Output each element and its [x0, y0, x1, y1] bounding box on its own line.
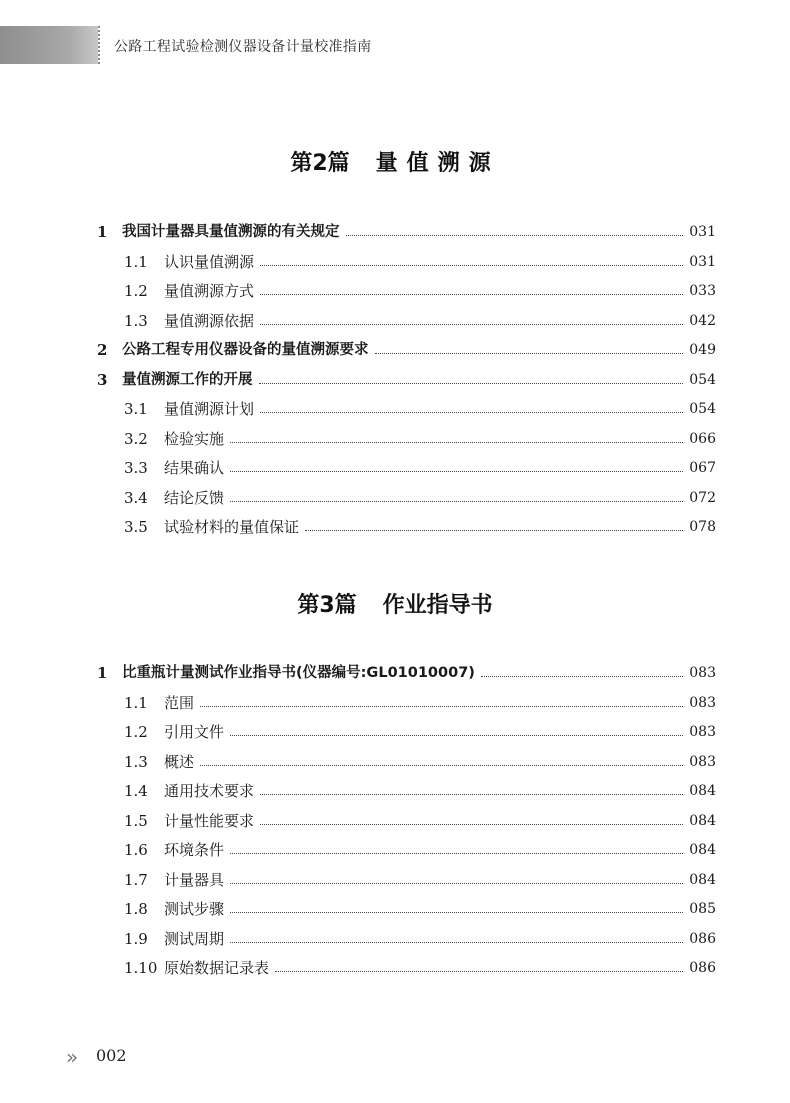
toc-dot-leader: [259, 383, 683, 384]
toc-entry-page: 067: [689, 460, 716, 476]
toc-entry-number: 3.3: [124, 459, 148, 477]
toc-entry-number: 1.9: [124, 929, 148, 948]
toc-entry-number: 1.7: [124, 870, 148, 889]
toc-entry-page: 078: [689, 519, 716, 535]
toc-entry-label: 环境条件: [164, 841, 225, 859]
toc-entry-label: 试验材料的量值保证: [164, 518, 300, 536]
toc-entry[interactable]: [0, 397, 790, 421]
toc-entry-number: 1.3: [124, 311, 148, 330]
toc-entry[interactable]: [0, 220, 790, 244]
toc-dot-leader: [260, 824, 683, 825]
toc-entry-number: 1.10: [124, 959, 158, 977]
toc-entry-page: 084: [689, 871, 716, 888]
toc-entry-label: 结论反馈: [164, 488, 225, 507]
toc-dot-leader: [260, 412, 683, 413]
toc-dot-leader: [275, 971, 683, 972]
part-3-number: 第3篇: [297, 593, 357, 618]
toc-entry[interactable]: [0, 661, 790, 685]
toc-entry-page: 084: [689, 842, 716, 858]
toc-entry-page: 086: [689, 930, 716, 947]
toc-entry-label: 我国计量器具量值溯源的有关规定: [122, 224, 340, 240]
toc-dot-leader: [230, 735, 683, 736]
footer-page-number: 002: [96, 1046, 127, 1065]
running-header-title: 公路工程试验检测仪器设备计量校准指南: [114, 39, 372, 55]
toc-entry-label: 概述: [164, 752, 195, 771]
footer-double-chevron-icon: »: [66, 1045, 73, 1069]
toc-entry-page: 083: [689, 724, 716, 740]
toc-dot-leader: [346, 235, 683, 236]
toc-entry-label: 引用文件: [164, 723, 225, 741]
toc-entry-page: 084: [689, 783, 716, 799]
part-3-title: [0, 588, 790, 619]
toc-dot-leader: [230, 883, 683, 884]
toc-dot-leader: [230, 501, 683, 502]
toc-entry-label: 计量器具: [164, 870, 225, 889]
toc-entry-number: 1.2: [124, 723, 148, 741]
toc-entry[interactable]: [0, 456, 790, 480]
toc-entry-page: 049: [689, 342, 716, 358]
toc-entry[interactable]: [0, 338, 790, 362]
toc-entry-page: 083: [689, 753, 716, 770]
toc-entry-page: 084: [689, 812, 716, 829]
header-dotted-rule: [98, 26, 102, 64]
toc-entry-number: 1.1: [124, 693, 148, 712]
toc-entry[interactable]: [0, 750, 790, 774]
toc-entry[interactable]: [0, 779, 790, 803]
toc-entry-label: 比重瓶计量测试作业指导书(仪器编号:GL01010007): [122, 665, 475, 681]
toc-entry[interactable]: [0, 809, 790, 833]
toc-dot-leader: [375, 353, 683, 354]
toc-entry[interactable]: [0, 515, 790, 539]
toc-entry[interactable]: [0, 956, 790, 980]
toc-dot-leader: [260, 794, 683, 795]
toc-dot-leader: [230, 442, 683, 443]
toc-dot-leader: [230, 471, 683, 472]
toc-entry-number: 1.8: [124, 900, 148, 918]
toc-entry-number: 3.1: [124, 400, 148, 418]
toc-dot-leader: [200, 765, 683, 766]
toc-entry-label: 通用技术要求: [164, 782, 255, 800]
toc-entry-label: 量值溯源工作的开展: [122, 371, 253, 388]
header-band: [0, 26, 98, 64]
toc-entry[interactable]: [0, 279, 790, 303]
toc-dot-leader: [260, 324, 683, 325]
toc-entry[interactable]: [0, 720, 790, 744]
toc-entry-label: 结果确认: [164, 459, 225, 477]
toc-entry-page: 086: [689, 960, 716, 976]
toc-dot-leader: [305, 530, 683, 531]
toc-entry[interactable]: [0, 250, 790, 274]
toc-entry-number: 1.2: [124, 282, 148, 300]
toc-entry-page: 083: [689, 665, 716, 681]
toc-entry[interactable]: [0, 868, 790, 892]
toc-dot-leader: [230, 853, 683, 854]
toc-entry-label: 公路工程专用仪器设备的量值溯源要求: [122, 342, 369, 358]
part-2-name: 量值溯源: [375, 151, 500, 176]
toc-dot-leader: [200, 706, 683, 707]
toc-entry-number: 1: [97, 664, 108, 682]
part-2-number: 第2篇: [290, 151, 350, 176]
toc-entry-number: 1.1: [124, 252, 148, 271]
toc-entry-label: 检验实施: [164, 429, 225, 448]
toc-dot-leader: [481, 676, 683, 677]
toc-entry-number: 1.3: [124, 752, 148, 771]
toc-dot-leader: [260, 265, 683, 266]
toc-entry-page: 054: [689, 371, 716, 388]
toc-entry-label: 原始数据记录表: [164, 959, 270, 977]
toc-entry[interactable]: [0, 368, 790, 392]
toc-entry-label: 测试步骤: [164, 900, 225, 918]
toc-entry-label: 量值溯源依据: [164, 311, 255, 330]
toc-entry-label: 量值溯源计划: [164, 400, 255, 418]
part-3-name: 作业指导书: [382, 593, 493, 618]
toc-entry-page: 054: [689, 401, 716, 417]
toc-entry-label: 计量性能要求: [164, 811, 255, 830]
toc-entry-page: 085: [689, 901, 716, 917]
toc-dot-leader: [230, 912, 683, 913]
toc-entry-page: 066: [689, 430, 716, 447]
toc-entry[interactable]: [0, 309, 790, 333]
toc-entry-number: 1.6: [124, 841, 148, 859]
toc-entry[interactable]: [0, 838, 790, 862]
toc-entry-page: 031: [689, 253, 716, 270]
toc-entry[interactable]: [0, 427, 790, 451]
toc-entry[interactable]: [0, 927, 790, 951]
toc-entry-number: 3.4: [124, 488, 148, 507]
toc-entry-label: 范围: [164, 693, 195, 712]
toc-entry-page: 033: [689, 283, 716, 299]
toc-entry-page: 031: [689, 224, 716, 240]
toc-entry-label: 测试周期: [164, 929, 225, 948]
toc-entry[interactable]: [0, 691, 790, 715]
toc-entry-page: 083: [689, 694, 716, 711]
toc-entry[interactable]: [0, 897, 790, 921]
toc-entry-number: 1: [97, 223, 108, 241]
toc-entry-label: 认识量值溯源: [164, 252, 255, 271]
toc-dot-leader: [260, 294, 683, 295]
toc-entry-number: 1.4: [124, 782, 148, 800]
part-2-title: [0, 146, 790, 177]
toc-entry-page: 072: [689, 489, 716, 506]
toc-entry-number: 3: [97, 370, 108, 389]
toc-entry-number: 3.2: [124, 429, 148, 448]
toc-entry-number: 2: [97, 341, 108, 359]
toc-entry-number: 3.5: [124, 518, 148, 536]
toc-entry-number: 1.5: [124, 811, 148, 830]
toc-dot-leader: [230, 942, 683, 943]
toc-entry-label: 量值溯源方式: [164, 282, 255, 300]
toc-entry[interactable]: [0, 486, 790, 510]
toc-entry-page: 042: [689, 312, 716, 329]
